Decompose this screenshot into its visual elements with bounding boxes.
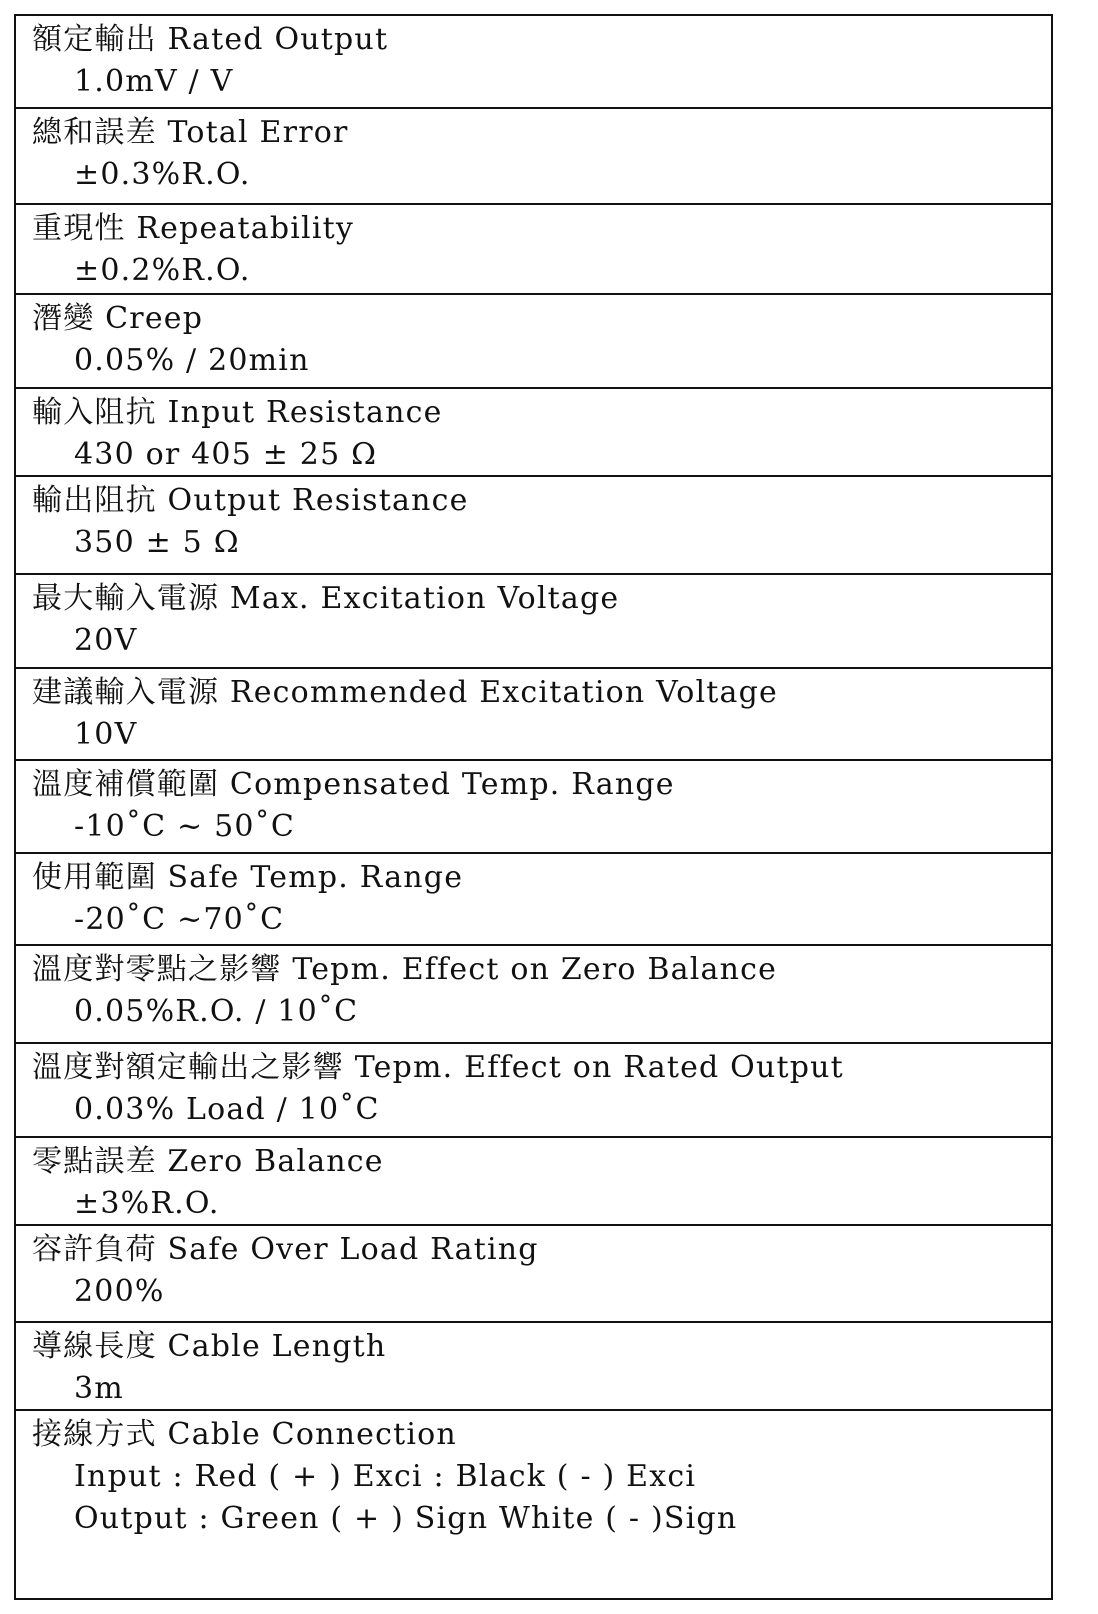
spec-label: 零點誤差 Zero Balance [32,1144,384,1179]
spec-value: 10V [74,717,138,752]
spec-label: 最大輸入電源 Max. Excitation Voltage [32,581,620,616]
spec-value: ±0.2%R.O. [74,253,251,288]
spec-row-creep [16,295,1051,389]
spec-table [14,14,1053,1600]
spec-row-cable-connection [16,1411,1051,1598]
spec-label: 重現性 Repeatability [32,211,355,246]
spec-row-temp-effect-rated-output [16,1044,1051,1138]
spec-label: 輸出阻抗 Output Resistance [32,483,469,518]
spec-row-temp-effect-zero-balance [16,946,1051,1044]
spec-row-cable-length [16,1323,1051,1411]
spec-label: 導線長度 Cable Length [32,1329,387,1364]
spec-label: 接線方式 Cable Connection [32,1417,457,1452]
spec-value: 20V [74,623,138,658]
spec-row-compensated-temp-range [16,761,1051,854]
spec-value: Output : Green ( + ) Sign White ( - )Sign [74,1501,738,1536]
spec-value: 1.0mV / V [74,64,234,99]
spec-row-max-excitation-voltage [16,575,1051,669]
spec-value: Input : Red ( + ) Exci : Black ( - ) Exci [74,1459,697,1494]
spec-label: 溫度對零點之影響 Tepm. Effect on Zero Balance [32,952,778,987]
spec-row-safe-temp-range [16,854,1051,946]
spec-value: 0.05%R.O. / 10˚C [74,994,359,1029]
spec-row-safe-over-load-rating [16,1226,1051,1323]
spec-row-output-resistance [16,477,1051,575]
spec-value: ±0.3%R.O. [74,157,251,192]
spec-value: 0.05% / 20min [74,343,310,378]
spec-label: 使用範圍 Safe Temp. Range [32,860,464,895]
spec-value: 200% [74,1274,165,1309]
spec-value: 3m [74,1371,124,1406]
spec-value: 0.03% Load / 10˚C [74,1092,380,1127]
spec-label: 溫度補償範圍 Compensated Temp. Range [32,767,675,802]
spec-row-total-error [16,109,1051,205]
spec-label: 容許負荷 Safe Over Load Rating [32,1232,539,1267]
spec-row-recommended-excitation-voltage [16,669,1051,761]
spec-row-input-resistance [16,389,1051,477]
spec-label: 溫度對額定輸出之影響 Tepm. Effect on Rated Output [32,1050,844,1085]
spec-value: ±3%R.O. [74,1186,220,1221]
spec-row-repeatability [16,205,1051,295]
spec-value: -10˚C ~ 50˚C [74,809,296,844]
spec-label: 輸入阻抗 Input Resistance [32,395,443,430]
spec-value: 430 or 405 ± 25 Ω [74,437,378,472]
spec-label: 潛變 Creep [32,301,204,336]
spec-row-rated-output [16,16,1051,109]
spec-label: 建議輸入電源 Recommended Excitation Voltage [32,675,779,710]
spec-value: 350 ± 5 Ω [74,525,240,560]
spec-row-zero-balance [16,1138,1051,1226]
spec-label: 總和誤差 Total Error [32,115,349,150]
spec-label: 額定輸出 Rated Output [32,22,389,57]
spec-value: -20˚C ~70˚C [74,902,285,937]
